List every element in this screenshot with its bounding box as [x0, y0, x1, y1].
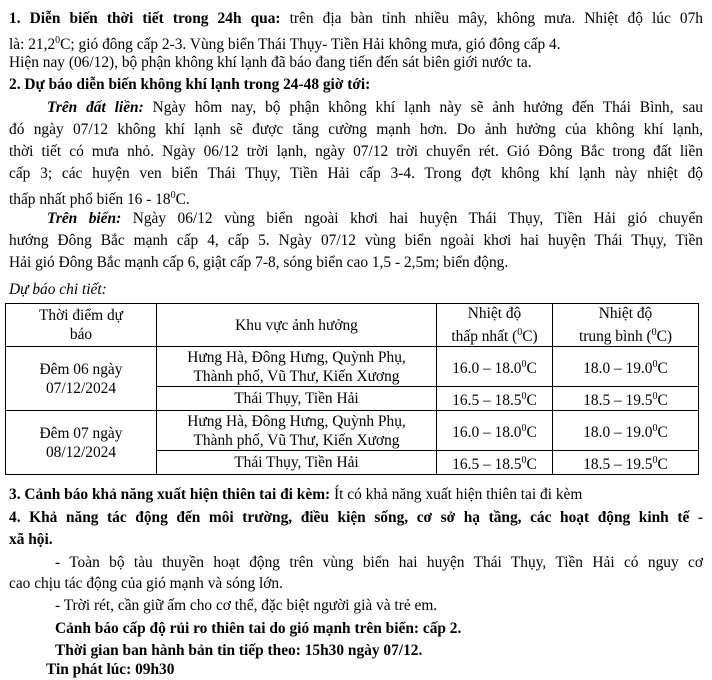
risk-warning: Cảnh báo cấp độ rủi ro thiên tai do gió mạnh trên biển: cấp 2.	[55, 620, 462, 637]
s3-line	[9, 485, 582, 505]
unit: C	[526, 360, 537, 378]
row1-time	[6, 347, 157, 411]
row2-area-a-l1: Hưng Hà, Đông Hưng, Quỳnh Phụ,	[187, 412, 406, 430]
land-text-5b: C.	[175, 191, 190, 209]
unit: C	[657, 392, 668, 410]
detail-label: Dự báo chi tiết:	[9, 281, 107, 298]
header-min-l2a: thấp nhất (	[451, 328, 518, 346]
row1-area-a-l2: Thành phố, Vũ Thư, Kiến Xương	[193, 367, 400, 385]
row1-time-l1: Đêm 06 ngày	[39, 360, 123, 378]
degree-sup: 0	[651, 327, 657, 338]
row2-avg-a	[553, 411, 699, 451]
sea-label: Trên biển:	[47, 210, 122, 227]
value: 16.5 – 18.5	[452, 456, 522, 474]
s4-bullet-1b: cao chịu tác động của gió mạnh và sóng lớn.	[9, 575, 283, 592]
s2-sea-line-3: Hải gió Đông Bắc mạnh cấp 6, giật cấp 7-8, sóng biển cao 1,5 - 2,5m; biển động.	[9, 254, 509, 271]
row2-time-l1: Đêm 07 ngày	[39, 424, 123, 442]
row2-avg-b	[553, 451, 699, 475]
value: 18.0 – 19.0	[583, 424, 653, 442]
row2-min-b	[437, 451, 553, 475]
row1-min-b	[437, 387, 553, 411]
s1-text-2a: là: 21,2	[9, 36, 56, 54]
header-min-l2	[437, 323, 552, 346]
land-text-5a: thấp nhất phổ biến 16 - 18	[9, 191, 171, 209]
unit: C	[657, 456, 668, 474]
issued-time: Tin phát lúc: 09h30	[46, 661, 175, 678]
row1-avg-b	[553, 387, 699, 411]
value: 16.0 – 18.0	[452, 424, 522, 442]
unit: C	[526, 456, 537, 474]
value: 18.5 – 19.5	[583, 392, 653, 410]
s2-sea-line-2: hướng Đông Bắc mạnh cấp 4, cấp 5. Ngày 07/12 vùng biển ngoài khơi hai huyện Thái Thụy, Tiền	[9, 232, 703, 249]
table-row	[6, 347, 699, 387]
s1-heading: 1. Diễn biến thời tiết trong 24h qua:	[9, 10, 281, 27]
degree-sup: 0	[521, 359, 527, 371]
next-issue-time: Thời gian ban hành bản tin tiếp theo: 15h30 ngày 07/12.	[55, 642, 423, 659]
header-min	[437, 304, 553, 347]
unit: C	[526, 392, 537, 410]
s2-sea-line-1	[9, 209, 703, 229]
s3-heading: 3. Cảnh báo khả năng xuất hiện thiên tai đi kèm:	[9, 486, 331, 503]
table-header-row	[6, 304, 699, 347]
row2-min-a	[437, 411, 553, 451]
header-avg-l1: Nhiệt độ	[598, 305, 653, 322]
header-time-l2: báo	[69, 326, 93, 344]
value: 16.5 – 18.5	[452, 392, 522, 410]
row2-area-b: Thái Thụy, Tiền Hải	[157, 451, 437, 475]
s4-bullet-1a: - Toàn bộ tàu thuyền hoạt động trên vùng biển hai huyện Thái Thụy, Tiền Hải có nguy cơ	[55, 554, 703, 571]
degree-sup: 0	[521, 391, 527, 403]
land-label: Trên đất liền:	[47, 99, 144, 116]
land-text-1: Ngày hôm nay, bộ phận không khí lạnh này sẽ ảnh hưởng đến Thái Bình, sau	[143, 99, 703, 116]
s2-land-line-3: thời tiết có mưa nhỏ. Ngày 06/12 trời lạnh, ngày 07/12 trời chuyển rét. Gió Đông Bắc trong đất liền	[9, 143, 703, 160]
header-min-l1: Nhiệt độ	[467, 305, 522, 322]
s4-bullet-2: - Trời rét, cần giữ ấm cho cơ thể, đặc biệt người già và trẻ em.	[55, 597, 438, 614]
header-avg-l2	[553, 323, 698, 346]
row2-area-a-l2: Thành phố, Vũ Thư, Kiến Xương	[193, 431, 400, 449]
degree-sup: 0	[652, 455, 658, 467]
s4-heading-2: xã hội.	[9, 531, 53, 548]
s2-land-line-2: đó ngày 07/12 không khí lạnh sẽ được tăng cường mạnh hơn. Do ảnh hưởng của không khí lạnh,	[9, 121, 703, 138]
header-avg	[553, 304, 699, 347]
s4-heading-1: 4. Khả năng tác động đến môi trường, điều kiện sống, cơ sở hạ tầng, các hoạt động kinh tế -	[9, 509, 703, 526]
header-time-l1: Thời điểm dự	[38, 307, 124, 325]
s2-land-line-1	[9, 98, 703, 118]
s3-text: Ít có khả năng xuất hiện thiên tai đi kèm	[330, 486, 583, 503]
row1-time-l2: 07/12/2024	[45, 379, 117, 397]
row1-min-a	[437, 347, 553, 387]
header-avg-l2a: trung bình (	[578, 328, 652, 346]
sea-text-1: Ngày 06/12 vùng biển ngoài khơi hai huyện Thái Thụy, Tiền Hải gió chuyển	[121, 210, 703, 227]
s1-line-3: Hiện nay (06/12), bộ phận không khí lạnh đã báo đang tiến đến sát biên giới nước ta.	[9, 54, 532, 71]
degree-sup: 0	[652, 359, 658, 371]
unit: C	[526, 424, 537, 442]
row2-time-l2: 08/12/2024	[45, 443, 117, 461]
degree-sup: 0	[521, 423, 527, 435]
row1-area-a	[157, 347, 437, 387]
row2-area-a	[157, 411, 437, 451]
degree-sup: 0	[517, 327, 523, 338]
value: 18.5 – 19.5	[583, 456, 653, 474]
degree-sup: 0	[652, 423, 658, 435]
unit: C	[657, 424, 668, 442]
s1-text-2b: C; gió đông cấp 2-3. Vùng biển Thái Thụy- Tiền Hải không mưa, gió đông cấp 4.	[60, 36, 561, 54]
s1-line-1	[9, 9, 703, 29]
degree-sup: 0	[652, 391, 658, 403]
unit: C	[657, 360, 668, 378]
row2-time	[6, 411, 157, 475]
s1-text-1: trên địa bàn tỉnh nhiều mây, không mưa. Nhiệt độ lúc 07h	[280, 10, 704, 27]
value: 16.0 – 18.0	[452, 360, 522, 378]
degree-sup: 0	[521, 455, 527, 467]
header-time	[6, 304, 157, 347]
header-avg-l2b: C)	[656, 328, 673, 346]
row1-area-a-l1: Hưng Hà, Đông Hưng, Quỳnh Phụ,	[187, 348, 406, 366]
degree-sup: 0	[170, 190, 176, 201]
degree-sup: 0	[55, 35, 61, 46]
row1-area-b: Thái Thụy, Tiền Hải	[157, 387, 437, 411]
row1-avg-a	[553, 347, 699, 387]
s2-land-line-4: cấp 3; các huyện ven biển Thái Thụy, Tiền Hải cấp 3-4. Trong đợt không khí lạnh này nhiệt độ	[9, 165, 703, 182]
table-row	[6, 411, 699, 451]
s2-heading: 2. Dự báo diễn biến không khí lạnh trong 24-48 giờ tới:	[9, 76, 371, 93]
header-area: Khu vực ảnh hưởng	[157, 304, 437, 347]
s2-land-line-5	[9, 186, 190, 210]
value: 18.0 – 19.0	[583, 360, 653, 378]
forecast-table	[5, 303, 699, 475]
header-min-l2b: C)	[522, 328, 538, 346]
s1-line-2	[9, 31, 561, 55]
